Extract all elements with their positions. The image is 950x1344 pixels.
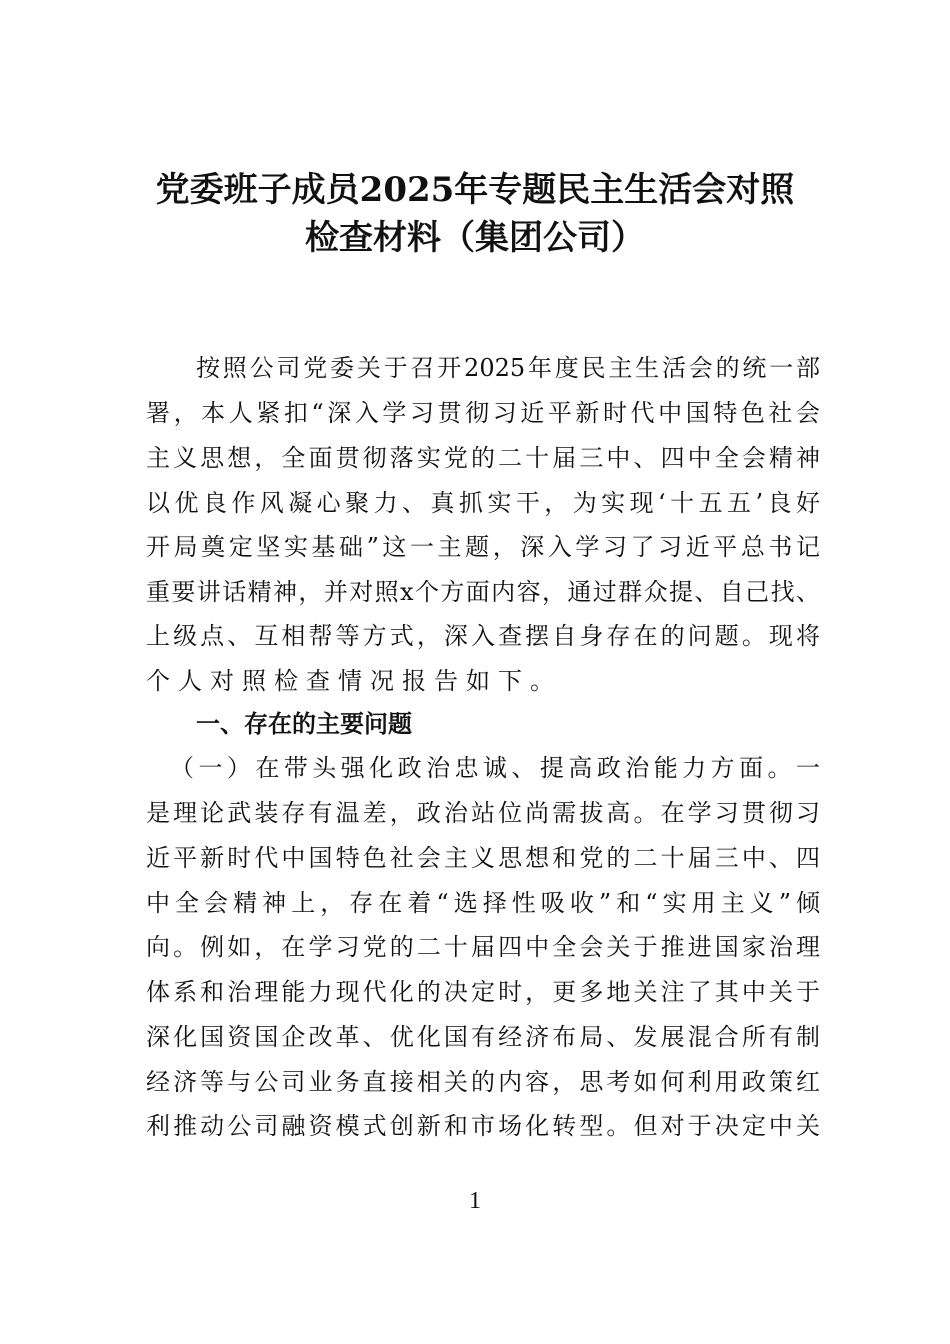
text-line: 体系和治理能力现代化的决定时，更多地关注了其中关于	[146, 978, 820, 1006]
page-number: 1	[469, 1188, 481, 1214]
text-line: 是理论武装存有温差，政治站位尚需拔高。在学习贯彻习	[146, 799, 820, 827]
title-line-1: 党委班子成员2025年专题民主生活会对照	[155, 170, 795, 210]
title-line-2: 检查材料（集团公司）	[305, 218, 645, 258]
text-line: 重要讲话精神，并对照x个方面内容，通过群众提、自己找、	[146, 578, 820, 606]
text-line: 上级点、互相帮等方式，深入查摆自身存在的问题。现将	[146, 622, 820, 650]
text-line: 开局奠定坚实基础”这一主题，深入学习了习近平总书记	[146, 533, 820, 561]
text-line: 中全会精神上，存在着“选择性吸收”和“实用主义”倾	[146, 889, 820, 917]
text-line: 近平新时代中国特色社会主义思想和党的二十届三中、四	[146, 844, 820, 872]
section-heading: 一、存在的主要问题	[196, 710, 412, 738]
text-line: 向。例如，在学习党的二十届四中全会关于推进国家治理	[146, 933, 820, 961]
text-line: 主义思想，全面贯彻落实党的二十届三中、四中全会精神	[146, 444, 820, 472]
text-line: 深化国资国企改革、优化国有经济布局、发展混合所有制	[146, 1023, 820, 1051]
text-line: （一）在带头强化政治忠诚、提高政治能力方面。一	[170, 754, 820, 782]
text-line: 按照公司党委关于召开2025年度民主生活会的统一部	[196, 354, 820, 382]
text-line: 个人对照检查情况报告如下。	[146, 667, 562, 695]
text-line: 以优良作风凝心聚力、真抓实干，为实现‘十五五’良好	[146, 489, 820, 517]
text-line: 署，本人紧扣“深入学习贯彻习近平新时代中国特色社会	[146, 399, 820, 427]
text-line: 利推动公司融资模式创新和市场化转型。但对于决定中关	[146, 1112, 820, 1140]
text-line: 经济等与公司业务直接相关的内容，思考如何利用政策红	[146, 1068, 820, 1096]
